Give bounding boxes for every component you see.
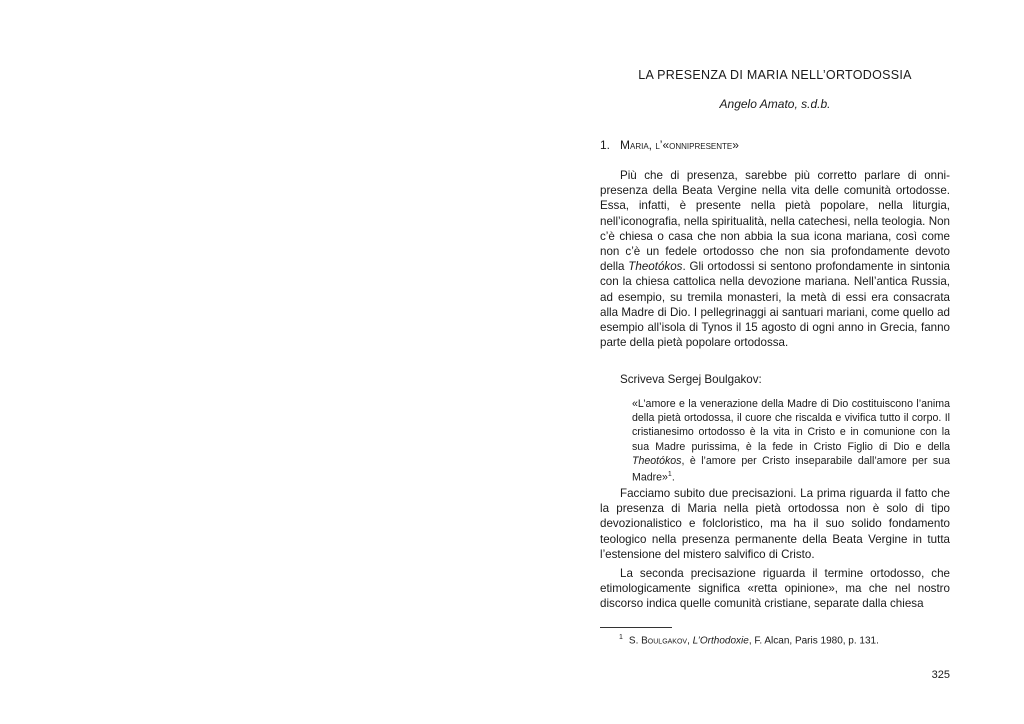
footnote-reference[interactable]: 1	[667, 471, 672, 479]
footnote-divider	[600, 627, 672, 628]
paragraph-4	[600, 566, 950, 612]
section-title: Maria, l’«onnipresente»	[620, 138, 739, 152]
paragraph-4-text: La seconda precisazione riguarda il termine ortodosso, che etimologicamente significa «retta opinione», ma che nel nostro discorso indica quelle comunità cristiane, separate dalla chiesa	[600, 567, 950, 611]
article-author: Angelo Amato, s.d.b.	[719, 97, 831, 111]
quote-text-b: , è l’amore per Cristo inseparabile dall’amore per sua Madre»	[632, 454, 950, 484]
page-number: 325	[931, 669, 950, 681]
paragraph-3-text: Facciamo subito due precisazioni. La prima riguarda il fatto che la presenza di Maria nella pietà ortodossa non è solo di tipo devozionalistico e folcloristico, ma ha il suo solido fondamento teologico nella presenza permanente della Beata Vergine in tutta l’estensione del mistero salvifico di Cristo.	[600, 487, 950, 561]
paragraph-3	[600, 486, 950, 562]
quote-text-a: «L’amore e la venerazione della Madre di Dio costituiscono l’anima della pietà ortodossa, il cuore che riscalda e vivifica tutto il corpo. Il cristianesimo ortodosso è la vita in Cristo e in comunione con la sua Madre purissima, è la fede in Cristo Figlio di Dio e della	[632, 398, 950, 453]
article-title: LA PRESENZA DI MARIA NELL’ORTODOSSIA	[638, 68, 912, 82]
paragraph-2-text: Scriveva Sergej Boulgakov:	[620, 373, 762, 386]
footnote-number: 1	[619, 634, 623, 641]
block-quote	[632, 397, 950, 485]
paragraph-1	[600, 168, 950, 350]
paragraph-1-italic: Theotókos	[628, 260, 683, 274]
section-heading	[600, 138, 950, 152]
quote-italic: Theotókos	[632, 454, 682, 467]
footnote-author: S. Boulgakov,	[628, 635, 690, 647]
footnote-work: L’Orthodoxie	[692, 635, 749, 647]
section-number: 1.	[600, 138, 611, 152]
quote-end: .	[671, 471, 675, 484]
paragraph-2	[600, 372, 950, 387]
paragraph-1-text-b: . Gli ortodossi si sentono profondamente in sintonia con la chiesa cattolica nella devozione mariana. Nell’antica Russia, ad esempio, su tremila monasteri, la metà di essi era consacrata alla Madre di Dio. I pellegrinaggi ai santuari mariani, come quello ad esempio all’isola di Tynos il 15 agosto di ogni anno in Grecia, fanno parte della pietà popolare ortodossa.	[600, 260, 951, 350]
footnote-rest: , F. Alcan, Paris 1980, p. 131.	[748, 635, 879, 647]
footnote	[619, 631, 949, 647]
paragraph-1-text-a: Più che di presenza, sarebbe più corretto parlare di onnipresenza della Beata Vergine nella vita delle comunità ortodosse. Essa, infatti, è presente nella pietà popolare, nella liturgia, nell’iconografia, nella spiritualità, nella catechesi, nella teologia. Non c’è chiesa o casa che non abbia la sua icona mariana, così come non c’è un fedele ortodosso che non sia profondamente devoto della	[600, 169, 950, 274]
